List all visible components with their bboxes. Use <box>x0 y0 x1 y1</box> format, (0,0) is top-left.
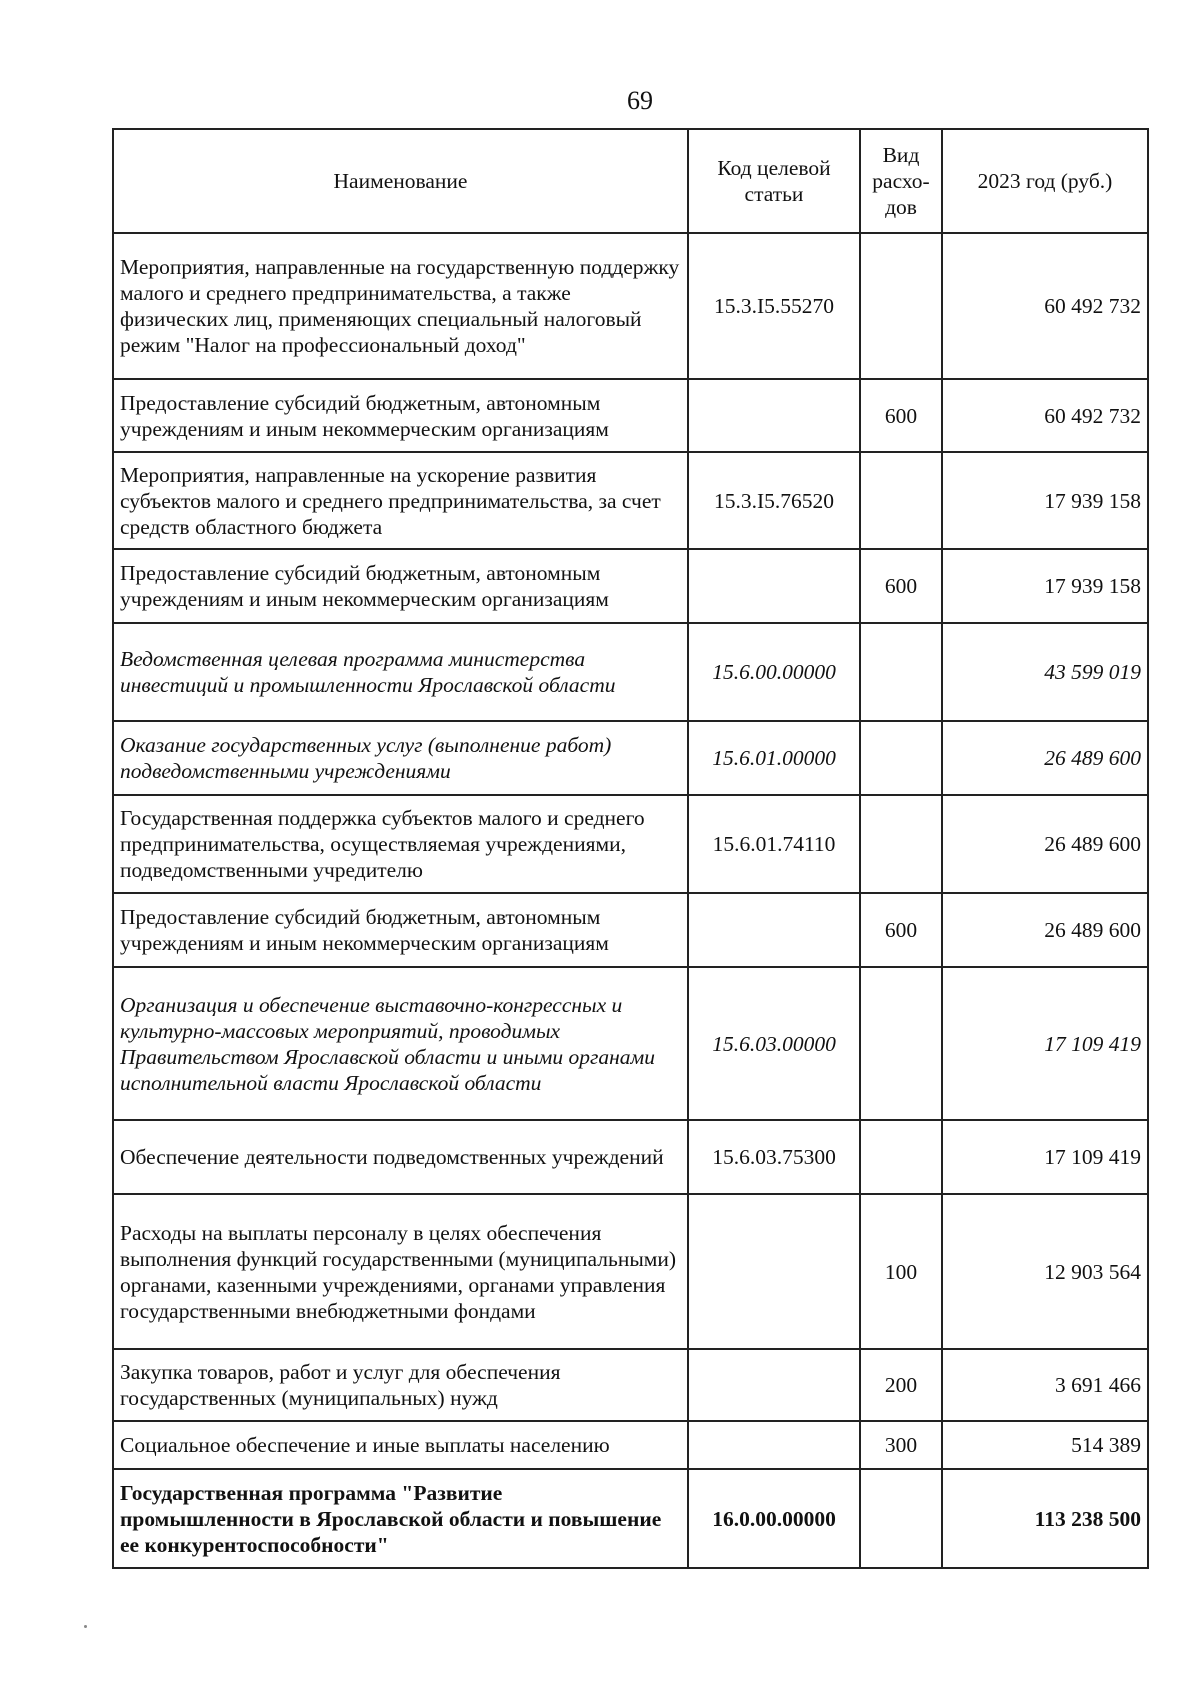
row-code: 15.6.01.00000 <box>688 721 860 795</box>
table-row <box>113 1120 1148 1194</box>
row-sum: 60 492 732 <box>942 233 1148 379</box>
row-code <box>688 1194 860 1349</box>
table-row <box>113 893 1148 967</box>
row-kind: 200 <box>860 1349 942 1421</box>
row-sum: 3 691 466 <box>942 1349 1148 1421</box>
header-name: Наименование <box>113 129 688 233</box>
table-row <box>113 1469 1148 1568</box>
row-name: Государственная поддержка субъектов малого и среднего предпринимательства, осуществляемая учреждениями, подведомственными учредителю <box>113 795 688 893</box>
row-code: 15.6.01.74110 <box>688 795 860 893</box>
row-code: 15.6.03.75300 <box>688 1120 860 1194</box>
row-sum: 17 109 419 <box>942 967 1148 1120</box>
row-kind <box>860 1469 942 1568</box>
table-row <box>113 1349 1148 1421</box>
row-name: Предоставление субсидий бюджетным, автономным учреждениям и иным некоммерческим организациям <box>113 549 688 623</box>
row-sum: 514 389 <box>942 1421 1148 1469</box>
budget-table <box>112 128 1149 1569</box>
row-kind: 300 <box>860 1421 942 1469</box>
row-code: 15.6.00.00000 <box>688 623 860 721</box>
row-kind <box>860 452 942 549</box>
row-name: Оказание государственных услуг (выполнение работ) подведомственными учреждениями <box>113 721 688 795</box>
row-sum: 17 109 419 <box>942 1120 1148 1194</box>
row-kind <box>860 967 942 1120</box>
row-name: Предоставление субсидий бюджетным, автономным учреждениям и иным некоммерческим организациям <box>113 893 688 967</box>
page-number: 69 <box>627 86 653 115</box>
row-sum: 60 492 732 <box>942 379 1148 452</box>
table-row <box>113 967 1148 1120</box>
row-code <box>688 1349 860 1421</box>
row-kind: 600 <box>860 893 942 967</box>
scan-speck <box>84 1625 87 1628</box>
table-header-row <box>113 129 1148 233</box>
header-kind: Вид расхо-дов <box>860 129 942 233</box>
row-name: Закупка товаров, работ и услуг для обеспечения государственных (муниципальных) нужд <box>113 1349 688 1421</box>
table-row <box>113 1194 1148 1349</box>
row-kind <box>860 623 942 721</box>
table-row <box>113 721 1148 795</box>
row-name: Мероприятия, направленные на государственную поддержку малого и среднего предпринимательства, а также физических лиц, применяющих специальный налоговый режим "Налог на профессиональный доход" <box>113 233 688 379</box>
row-name: Ведомственная целевая программа министерства инвестиций и промышленности Ярославской области <box>113 623 688 721</box>
row-sum: 43 599 019 <box>942 623 1148 721</box>
row-sum: 17 939 158 <box>942 452 1148 549</box>
row-sum: 26 489 600 <box>942 795 1148 893</box>
table-row <box>113 623 1148 721</box>
table-row <box>113 549 1148 623</box>
row-code <box>688 549 860 623</box>
row-kind: 100 <box>860 1194 942 1349</box>
row-code: 16.0.00.00000 <box>688 1469 860 1568</box>
row-code <box>688 893 860 967</box>
row-sum: 26 489 600 <box>942 893 1148 967</box>
row-kind: 600 <box>860 379 942 452</box>
row-name: Государственная программа "Развитие промышленности в Ярославской области и повышение ее конкурентоспособности" <box>113 1469 688 1568</box>
row-name: Расходы на выплаты персоналу в целях обеспечения выполнения функций государственными (муниципальными) органами, казенными учреждениями, органами управления государственными внебюджетными фондами <box>113 1194 688 1349</box>
table-row <box>113 1421 1148 1469</box>
row-sum: 12 903 564 <box>942 1194 1148 1349</box>
row-code <box>688 379 860 452</box>
header-code: Код целевой статьи <box>688 129 860 233</box>
row-sum: 26 489 600 <box>942 721 1148 795</box>
row-name: Организация и обеспечение выставочно-конгрессных и культурно-массовых мероприятий, проводимых Правительством Ярославской области и иными органами исполнительной власти Ярославской области <box>113 967 688 1120</box>
table-row <box>113 379 1148 452</box>
row-kind <box>860 233 942 379</box>
table-row <box>113 452 1148 549</box>
row-sum: 17 939 158 <box>942 549 1148 623</box>
row-name: Предоставление субсидий бюджетным, автономным учреждениям и иным некоммерческим организациям <box>113 379 688 452</box>
header-sum: 2023 год (руб.) <box>942 129 1148 233</box>
row-name: Обеспечение деятельности подведомственных учреждений <box>113 1120 688 1194</box>
row-kind <box>860 1120 942 1194</box>
row-sum: 113 238 500 <box>942 1469 1148 1568</box>
table-row <box>113 795 1148 893</box>
row-name: Социальное обеспечение и иные выплаты населению <box>113 1421 688 1469</box>
row-code: 15.3.I5.55270 <box>688 233 860 379</box>
row-kind: 600 <box>860 549 942 623</box>
row-code <box>688 1421 860 1469</box>
table-row <box>113 233 1148 379</box>
row-code: 15.6.03.00000 <box>688 967 860 1120</box>
row-code: 15.3.I5.76520 <box>688 452 860 549</box>
row-name: Мероприятия, направленные на ускорение развития субъектов малого и среднего предпринимательства, за счет средств областного бюджета <box>113 452 688 549</box>
row-kind <box>860 721 942 795</box>
row-kind <box>860 795 942 893</box>
